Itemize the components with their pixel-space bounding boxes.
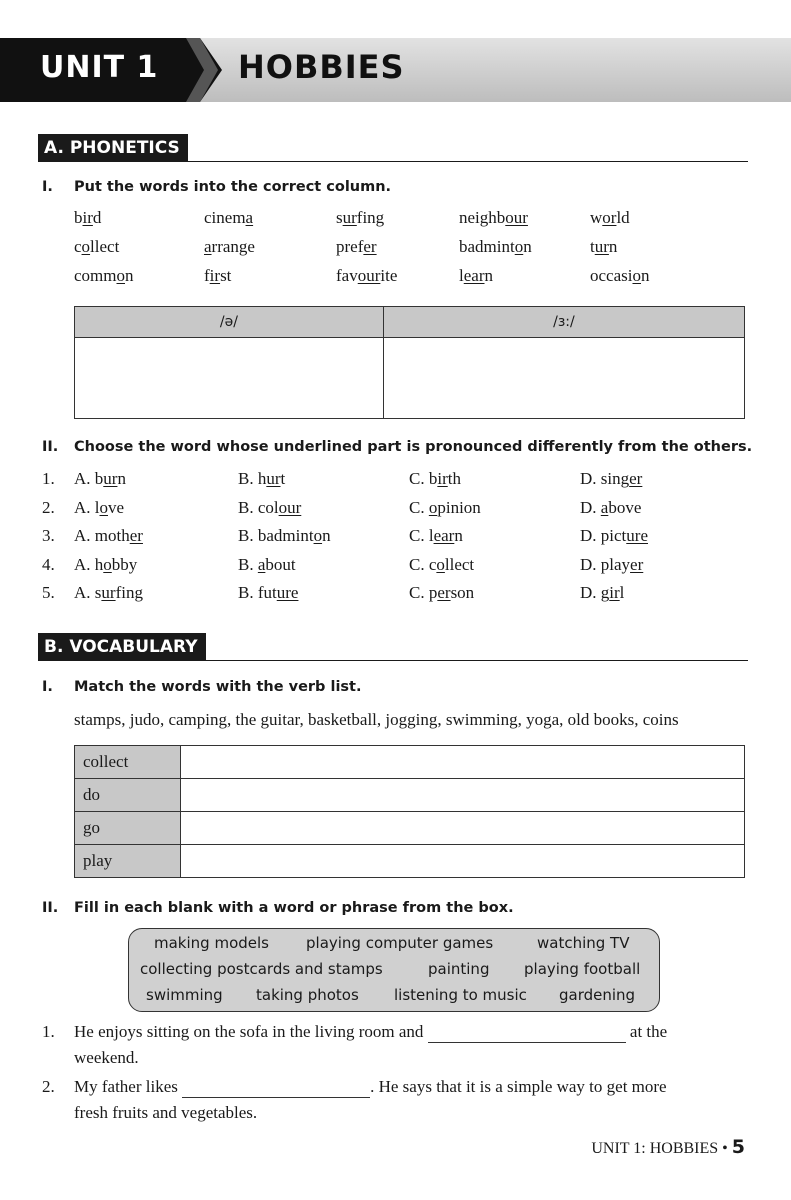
verb-label: go — [75, 812, 181, 845]
word-bird: bird — [74, 208, 102, 227]
sentence-text: at the — [629, 1022, 668, 1041]
option-c[interactable]: C. collect — [409, 554, 475, 574]
word-turn: turn — [590, 237, 618, 256]
footer-text: UNIT 1: HOBBIES • — [591, 1140, 728, 1157]
verb-answer-cell[interactable] — [181, 779, 745, 812]
box-phrase: making models — [154, 934, 269, 952]
vocabulary-instruction-2 — [42, 900, 514, 916]
section-b-rule — [38, 660, 748, 661]
option-b[interactable]: B. future — [238, 583, 299, 602]
word-occasion: occasion — [590, 266, 650, 285]
part-number: II. — [42, 900, 59, 916]
page-footer — [591, 1136, 745, 1158]
word-badminton: badminton — [459, 237, 532, 256]
sentence-text: My father likes — [74, 1077, 178, 1096]
instruction-text: Put the words into the correct column. — [74, 179, 392, 195]
box-phrase: collecting postcards and stamps — [140, 960, 383, 978]
answer-blank[interactable] — [428, 1022, 626, 1043]
word-collect: collect — [74, 237, 120, 256]
question-number: 4. — [42, 554, 55, 574]
option-a[interactable]: A. burn — [74, 469, 126, 488]
verb-table — [74, 745, 745, 878]
instruction-text: Choose the word whose underlined part is pronounced differently from the others. — [74, 439, 753, 455]
option-d[interactable]: D. above — [580, 497, 642, 517]
part-number: I. — [42, 179, 53, 195]
section-b-label: B. VOCABULARY — [38, 633, 206, 661]
verb-answer-cell[interactable] — [181, 845, 745, 878]
column-schwa-cell[interactable] — [75, 338, 384, 419]
box-phrase: watching TV — [537, 934, 630, 952]
option-a[interactable]: A. mother — [74, 526, 143, 545]
box-phrase: taking photos — [256, 986, 359, 1004]
option-c[interactable]: C. opinion — [409, 497, 481, 517]
column-schwa-header: /ə/ — [75, 307, 384, 338]
word-first: first — [204, 266, 232, 285]
word-arrange: arrange — [204, 237, 255, 256]
box-phrase: playing computer games — [306, 934, 494, 952]
column-er-cell[interactable] — [383, 338, 744, 419]
option-c[interactable]: C. person — [409, 583, 475, 602]
sentence-text: He enjoys sitting on the sofa in the living room and — [74, 1022, 424, 1041]
sentence-text: . He says that it is a simple way to get more — [370, 1077, 667, 1096]
option-a[interactable]: A. love — [74, 497, 125, 517]
option-b[interactable]: B. badminton — [238, 526, 331, 545]
word-box — [128, 928, 660, 1012]
box-phrase: playing football — [524, 960, 641, 978]
verb-label: collect — [75, 746, 181, 779]
instruction-text: Match the words with the verb list. — [74, 679, 362, 695]
option-d[interactable]: D. singer — [580, 469, 643, 488]
word-cinema: cinema — [204, 208, 254, 227]
word-list: stamps, judo, camping, the guitar, basketball, jogging, swimming, yoga, old books, coins — [74, 710, 679, 729]
part-number: I. — [42, 679, 53, 695]
option-a[interactable]: A. hobby — [74, 554, 138, 574]
phonetics-instruction-2 — [42, 439, 752, 455]
verb-answer-cell[interactable] — [181, 746, 745, 779]
word-learn: learn — [459, 266, 493, 285]
answer-blank[interactable] — [182, 1077, 370, 1098]
verb-label: do — [75, 779, 181, 812]
unit-title: HOBBIES — [238, 48, 405, 86]
word-prefer: prefer — [336, 237, 377, 256]
word-common: common — [74, 266, 134, 285]
option-d[interactable]: D. girl — [580, 583, 625, 602]
option-b[interactable]: B. about — [238, 554, 296, 574]
option-a[interactable]: A. surfing — [74, 583, 143, 602]
option-d[interactable]: D. picture — [580, 526, 648, 545]
sentence-number: 1. — [42, 1022, 55, 1041]
word-world: world — [590, 208, 630, 227]
chevron-icon — [178, 38, 222, 102]
question-number: 5. — [42, 583, 55, 602]
unit-number: UNIT 1 — [40, 50, 159, 85]
option-b[interactable]: B. colour — [238, 497, 302, 517]
question-number: 3. — [42, 526, 55, 545]
phonetics-instruction-1 — [42, 179, 391, 195]
box-phrase: gardening — [559, 986, 636, 1004]
sentence-number: 2. — [42, 1077, 55, 1096]
word-favourite: favourite — [336, 266, 398, 285]
word-neighbour: neighbour — [459, 208, 528, 227]
question-number: 1. — [42, 469, 55, 488]
instruction-text: Fill in each blank with a word or phrase from the box. — [74, 900, 514, 916]
section-a-rule — [38, 161, 748, 162]
verb-answer-cell[interactable] — [181, 812, 745, 845]
sentence-text: fresh fruits and vegetables. — [74, 1103, 258, 1122]
phonetic-table — [74, 306, 745, 419]
page-number: 5 — [731, 1136, 745, 1158]
verb-label: play — [75, 845, 181, 878]
box-phrase: swimming — [146, 986, 223, 1004]
sentence-text: weekend. — [74, 1048, 139, 1067]
option-c[interactable]: C. birth — [409, 469, 461, 488]
box-phrase: listening to music — [394, 986, 527, 1004]
option-d[interactable]: D. player — [580, 554, 644, 574]
vocabulary-instruction-1 — [42, 679, 362, 695]
box-phrase: painting — [428, 960, 490, 978]
column-er-header: /ɜ:/ — [383, 307, 744, 338]
question-number: 2. — [42, 497, 55, 517]
option-c[interactable]: C. learn — [409, 526, 463, 545]
option-b[interactable]: B. hurt — [238, 469, 286, 488]
unit-banner — [0, 38, 791, 102]
word-surfing: surfing — [336, 208, 385, 227]
section-a-label: A. PHONETICS — [38, 134, 188, 162]
part-number: II. — [42, 439, 59, 455]
